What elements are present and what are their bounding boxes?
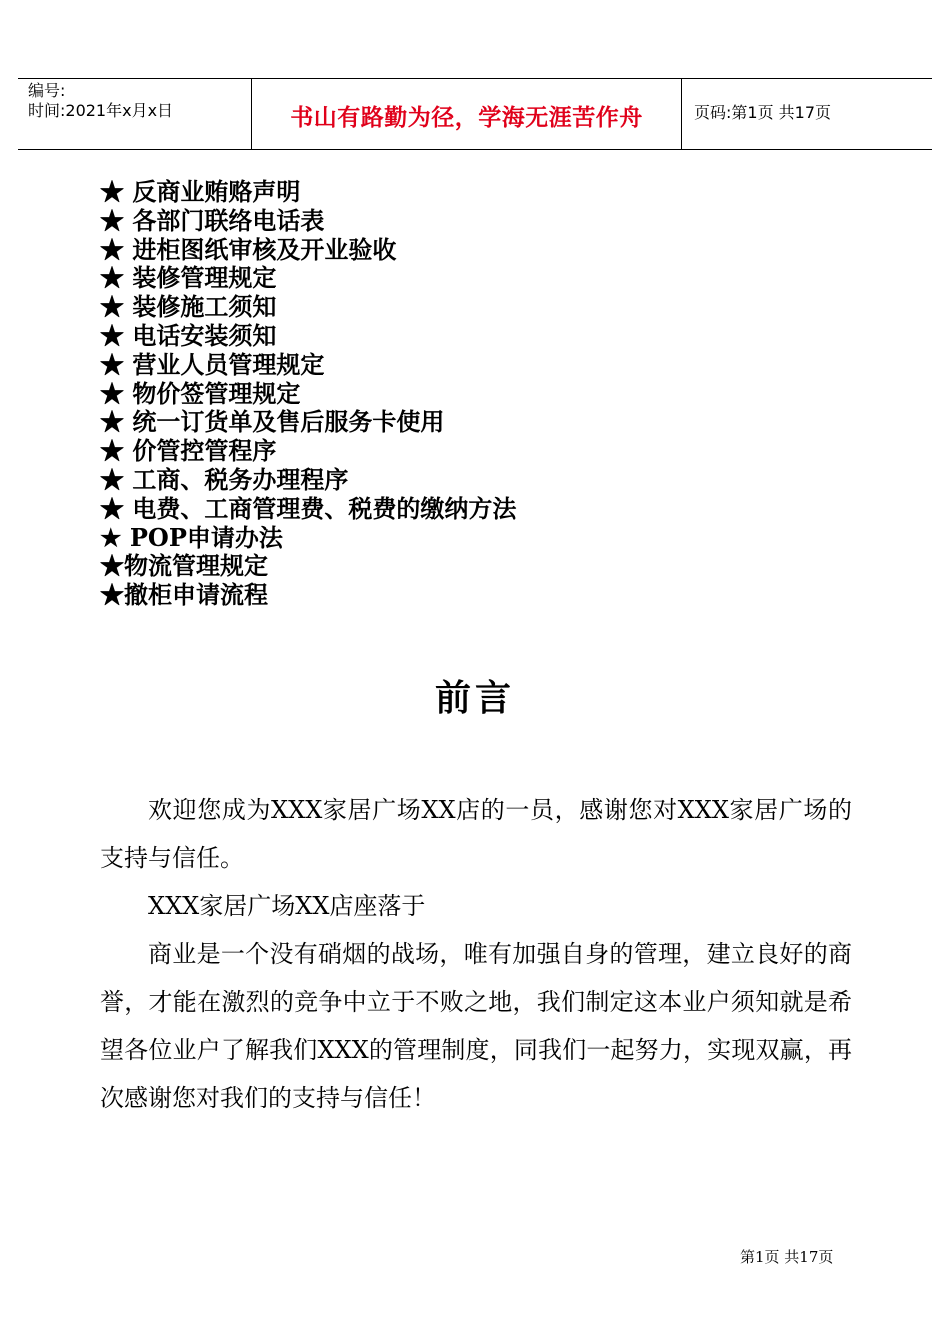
contents-item: ★ 价管控管程序 [100, 436, 277, 466]
contents-item: ★撤柜申请流程 [100, 580, 268, 610]
footer-page-number: 第1页 共17页 [740, 1248, 834, 1266]
contents-item: ★ 进柜图纸审核及开业验收 [100, 234, 397, 264]
header-info-cell [18, 79, 252, 149]
header-page-number: 页码:第1页 共17页 [694, 103, 832, 122]
header-slogan-cell [252, 79, 682, 149]
contents-item: ★ 电费、工商管理费、税费的缴纳方法 [100, 493, 517, 523]
preface-title: 前言 [434, 677, 515, 719]
contents-item: ★ 物价签管理规定 [100, 378, 301, 408]
preface-paragraph-welcome: 欢迎您成为XXX家居广场XX店的一员，感谢您对XXX家居广场的支持与信任。 [100, 796, 852, 872]
preface-paragraph-management: 商业是一个没有硝烟的战场，唯有加强自身的管理，建立良好的商誉，才能在激烈的竞争中立于不败之地，我们制定这本业户须知就是希望各位业户了解我们XXX的管理制度，同我们一起努力，实现双赢，再次感谢您对我们的支持与信任！ [100, 940, 852, 1112]
contents-item: ★ 反商业贿赂声明 [100, 177, 301, 206]
contents-item: ★ 装修管理规定 [100, 263, 277, 293]
header-page-cell [682, 79, 932, 149]
header-slogan: 书山有路勤为径，学海无涯苦作舟 [290, 105, 643, 131]
contents-item: ★ 各部门联络电话表 [100, 205, 325, 235]
preface-paragraph-location: XXX家居广场XX店座落于 [148, 892, 426, 920]
document-date-label: 时间:2021年x月x日 [28, 101, 174, 120]
contents-item: ★ 电话安装须知 [100, 320, 277, 350]
document-number-label: 编号: [28, 81, 66, 100]
contents-item: ★物流管理规定 [100, 551, 268, 581]
contents-item: ★ 统一订货单及售后服务卡使用 [100, 407, 445, 437]
contents-item: ★ 营业人员管理规定 [100, 349, 325, 379]
page-header [18, 78, 932, 150]
contents-item: ★ POP申请办法 [100, 522, 283, 552]
contents-item: ★ 装修施工须知 [100, 292, 277, 322]
contents-item: ★ 工商、税务办理程序 [100, 464, 349, 494]
contents-list [100, 178, 516, 610]
